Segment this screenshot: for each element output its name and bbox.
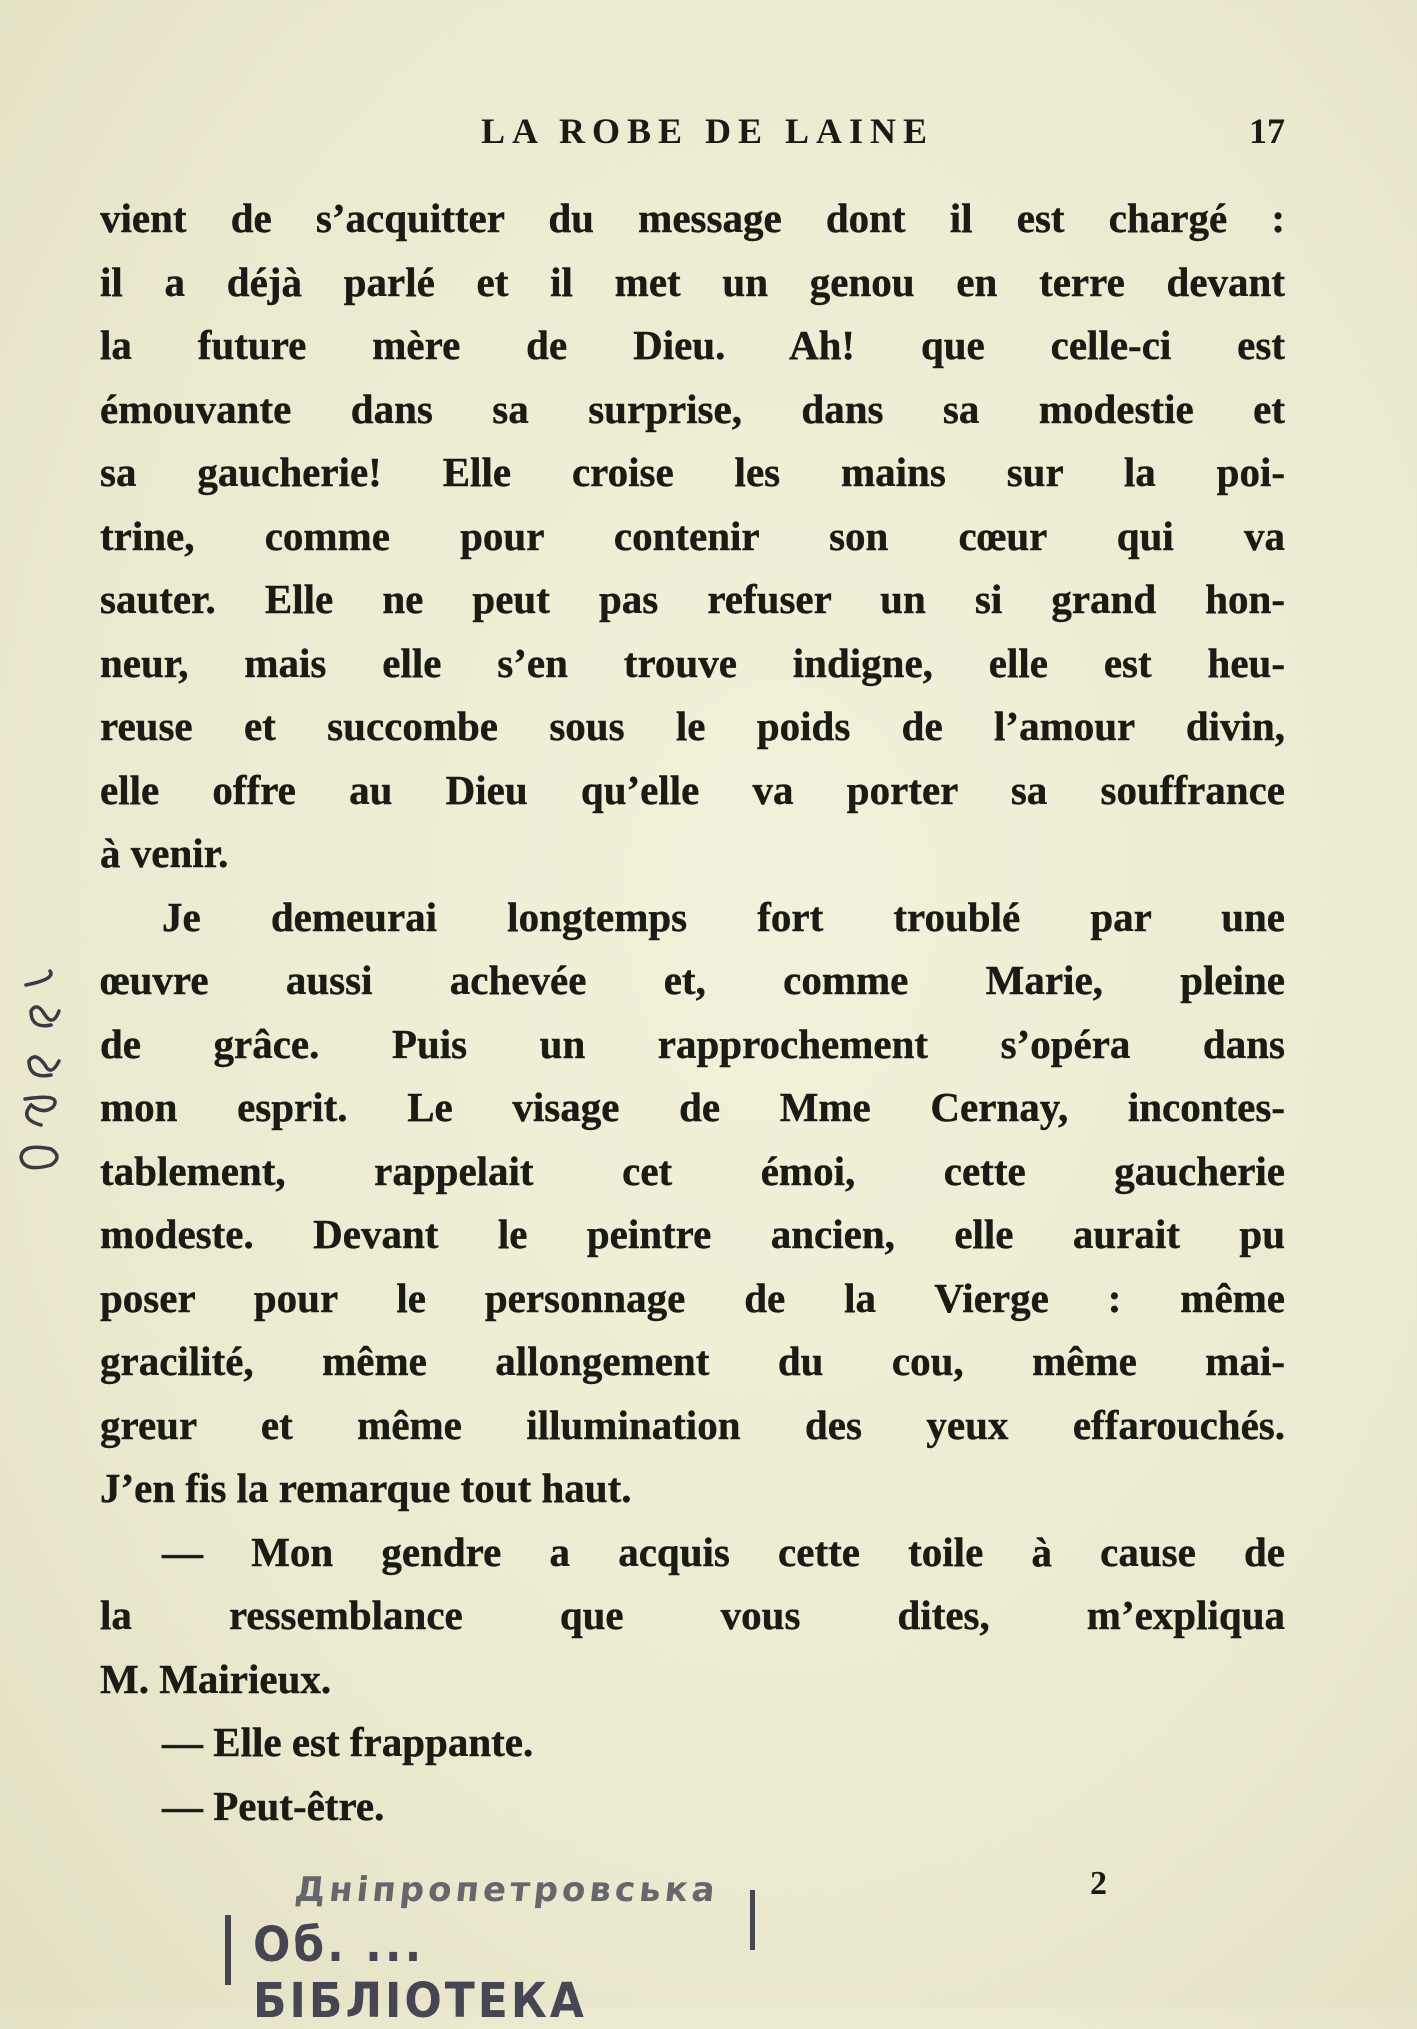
stamp-left-bracket [225,1915,231,1985]
text-line: elle offre au Dieu qu’elle va porter sa souffrance [100,766,1285,813]
text-line: la ressemblance que vous dites, m’expliqua [100,1592,1285,1638]
library-stamp [225,1870,770,2029]
text-line: la future mère de Dieu. Ah! que celle-ci est [100,322,1285,368]
text-line: mon esprit. Le visage de Mme Cernay, incontes- [100,1084,1285,1130]
text-line: émouvante dans sa surprise, dans sa modestie et [100,385,1285,432]
text-line: — Elle est frappante. [162,1719,534,1765]
text-line: M. Mairieux. [100,1655,332,1702]
text-line: vient de s’acquitter du message dont il est chargé : [100,195,1285,241]
running-title: LA ROBE DE LAINE [480,111,935,151]
text-line: modeste. Devant le peintre ancien, elle aurait pu [100,1211,1285,1257]
text-line: sauter. Elle ne peut pas refuser un si grand hon- [100,576,1285,622]
text-line: sa gaucherie! Elle croise les mains sur la poi- [100,449,1285,495]
page-number: 17 [1249,111,1285,151]
text-line: il a déjà parlé et il met un genou en terre devant [100,258,1285,305]
text-line: œuvre aussi achevée et, comme Marie, pleine [100,957,1285,1003]
text-line: reuse et succombe sous le poids de l’amour divin, [100,703,1285,749]
text-line: de grâce. Puis un rapprochement s’opéra dans [100,1020,1285,1067]
text-line: — Peut-être. [162,1782,385,1829]
text-line: Je demeurai longtemps fort troublé par une [162,893,1285,940]
text-line: à venir. [100,830,229,876]
stamp-line-library: Об. ... БІБЛІОТЕКА [253,1916,587,2029]
text-line: poser pour le personnage de la Vierge : même [100,1274,1285,1321]
signature-mark: 2 [1090,1865,1107,1902]
text-line: trine, comme pour contenir son cœur qui va [100,512,1285,559]
stamp-line-city: Дніпропетровська [292,1870,721,1910]
handwritten-inventory-number [6,930,76,1210]
text-line: neur, mais elle s’en trouve indigne, elle est heu- [100,639,1285,686]
body-text [100,187,1285,1838]
text-line: tablement, rappelait cet émoi, cette gaucherie [100,1147,1285,1194]
running-head [100,110,1285,160]
text-line: — Mon gendre a acquis cette toile à cause de [162,1528,1285,1575]
text-line: gracilité, même allongement du cou, même mai- [100,1338,1285,1384]
text-line: J’en fis la remarque tout haut. [100,1465,632,1511]
text-line: greur et même illumination des yeux effarouchés. [100,1401,1285,1448]
